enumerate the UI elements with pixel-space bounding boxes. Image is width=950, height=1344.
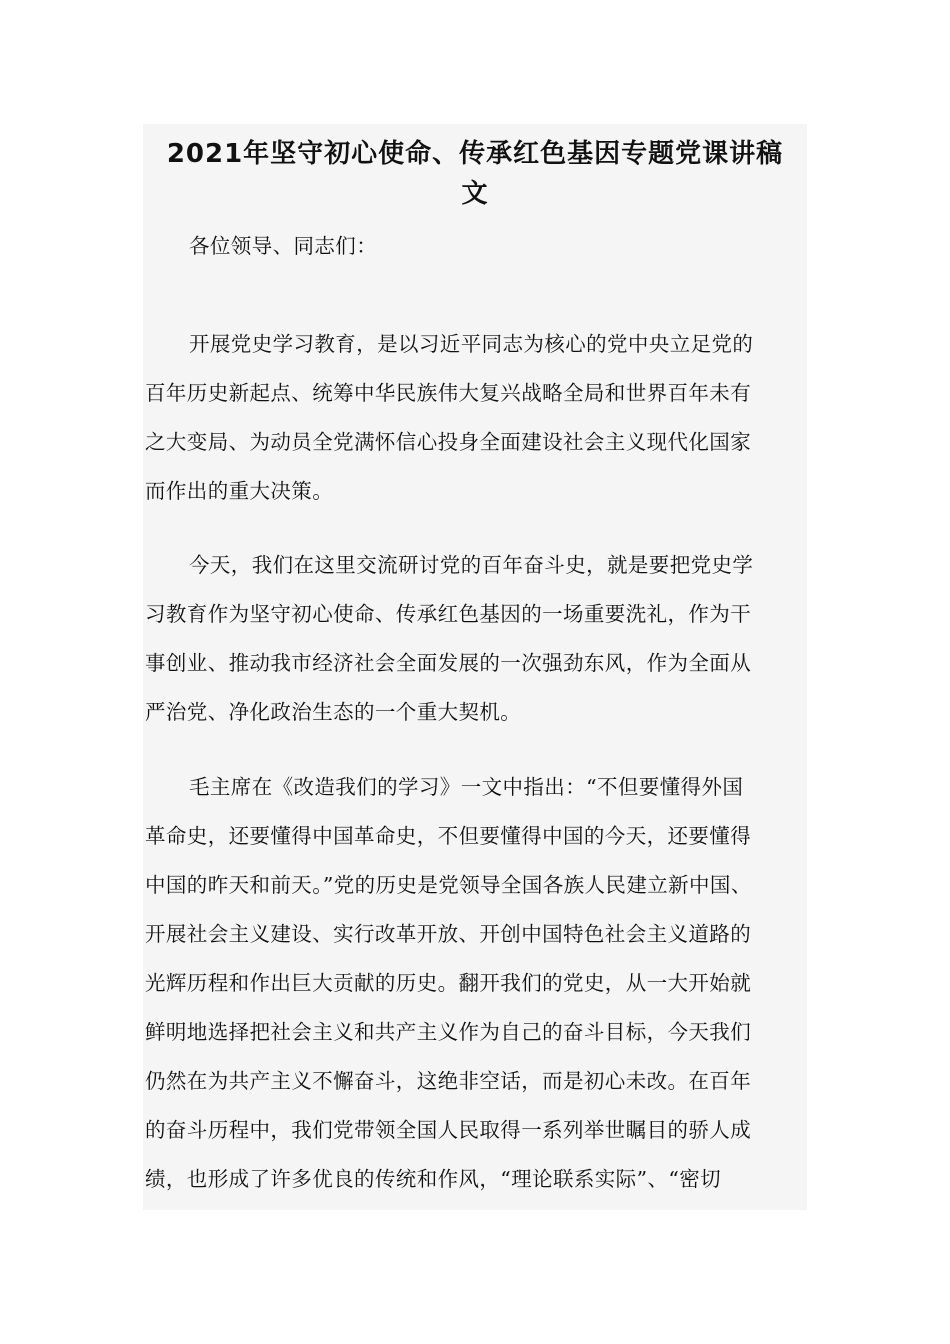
paragraph-line: 的奋斗历程中，我们党带领全国人民取得一系列举世瞩目的骄人成 [145, 1118, 752, 1142]
salutation [145, 222, 805, 271]
paragraph-line: 仍然在为共产主义不懈奋斗，这绝非空话，而是初心未改。在百年 [145, 1069, 752, 1093]
paragraph-2 [145, 541, 805, 737]
salutation-text: 各位领导、同志们： [189, 234, 378, 258]
paragraph-line: 今天，我们在这里交流研讨党的百年奋斗史，就是要把党史学 [189, 553, 754, 577]
title-line: 2021年坚守初心使命、传承红色基因专题党课讲稿 [166, 139, 784, 169]
paragraph-3 [145, 763, 805, 1204]
paragraph-1 [145, 320, 805, 516]
paragraph-line: 开展党史学习教育，是以习近平同志为核心的党中央立足党的 [189, 332, 754, 356]
paragraph-line: 开展社会主义建设、实行改革开放、开创中国特色社会主义道路的 [145, 922, 752, 946]
document-title [143, 134, 807, 214]
paragraph-line: 中国的昨天和前天。”党的历史是党领导全国各族人民建立新中国、 [145, 873, 752, 897]
paragraph-line: 绩，也形成了许多优良的传统和作风，“理论联系实际”、“密切 [145, 1167, 722, 1191]
paragraph-line: 习教育作为坚守初心使命、传承红色基因的一场重要洗礼，作为干 [145, 602, 752, 626]
paragraph-line: 事创业、推动我市经济社会全面发展的一次强劲东风，作为全面从 [145, 651, 752, 675]
paragraph-line: 之大变局、为动员全党满怀信心投身全面建设社会主义现代化国家 [145, 430, 752, 454]
paragraph-line: 革命史，还要懂得中国革命史，不但要懂得中国的今天，还要懂得 [145, 824, 752, 848]
paragraph-line: 严治党、净化政治生态的一个重大契机。 [145, 700, 522, 724]
paragraph-line: 光辉历程和作出巨大贡献的历史。翻开我们的党史，从一大开始就 [145, 971, 752, 995]
title-line: 文 [461, 179, 489, 209]
paragraph-line: 鲜明地选择把社会主义和共产主义作为自己的奋斗目标，今天我们 [145, 1020, 752, 1044]
paragraph-line: 百年历史新起点、统筹中华民族伟大复兴战略全局和世界百年未有 [145, 381, 752, 405]
paragraph-line: 而作出的重大决策。 [145, 479, 334, 503]
paragraph-line: 毛主席在《改造我们的学习》一文中指出：“不但要懂得外国 [189, 775, 744, 799]
